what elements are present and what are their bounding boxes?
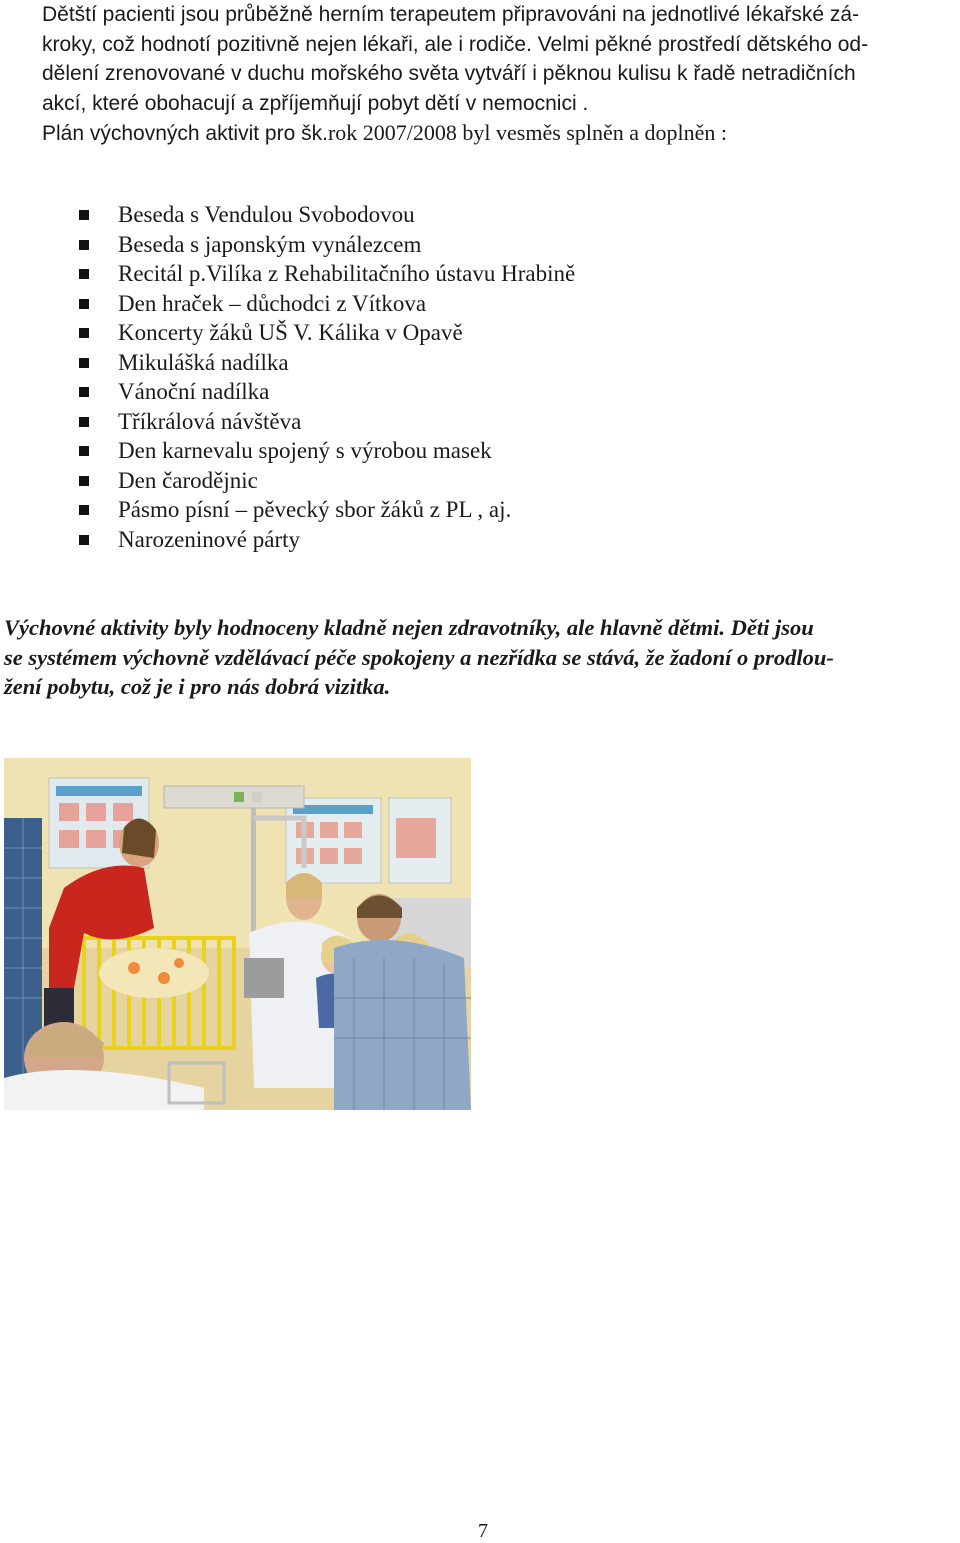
list-item xyxy=(78,318,575,348)
list-item-label: Vánoční nadílka xyxy=(118,379,270,404)
square-bullet-icon xyxy=(79,505,89,515)
list-item-label: Mikulášká nadílka xyxy=(118,349,289,375)
photo-illustration xyxy=(4,758,471,1110)
list-item xyxy=(78,289,575,319)
list-item xyxy=(78,495,575,525)
summary-line-3: žení pobytu, což je i pro nás dobrá vizitka. xyxy=(4,674,391,699)
list-item xyxy=(78,377,575,407)
square-bullet-icon xyxy=(79,476,89,486)
intro-line-4: akcí, které obohacují a zpříjemňují pobyt dětí v nemocnici . xyxy=(42,91,589,115)
list-item-label: Recitál p.Vilíka z Rehabilitačního ústavu Hrabině xyxy=(118,261,576,286)
square-bullet-icon xyxy=(79,269,89,279)
list-item-label: Beseda s japonským vynálezcem xyxy=(118,231,422,257)
summary-line-1: Výchovné aktivity byly hodnoceny kladně nejen zdravotníky, ale hlavně dětmi. Děti jsou xyxy=(4,615,814,640)
list-item-label: Beseda s Vendulou Svobodovou xyxy=(118,202,415,227)
list-item xyxy=(78,466,575,496)
list-item-label: Den hraček – důchodci z Vítkova xyxy=(118,290,427,316)
square-bullet-icon xyxy=(79,535,89,545)
square-bullet-icon xyxy=(79,328,89,338)
summary-line-2: se systémem výchovně vzdělávací péče spokojeny a nezřídka se stává, že žadoní o prodlou- xyxy=(4,644,834,670)
list-item xyxy=(78,230,575,260)
square-bullet-icon xyxy=(79,387,89,397)
summary-paragraph xyxy=(4,613,954,702)
page-number: 7 xyxy=(478,1520,488,1542)
plan-sentence-end: rok 2007/2008 byl vesměs splněn a doplněn : xyxy=(327,120,727,145)
list-item xyxy=(78,525,575,555)
list-item xyxy=(78,348,575,378)
plan-sentence-start: Plán výchovných aktivit pro šk. xyxy=(42,122,328,145)
list-item-label: Den karnevalu spojený s výrobou masek xyxy=(118,438,492,463)
list-item-label: Den čarodějnic xyxy=(118,467,258,493)
intro-paragraph xyxy=(42,0,942,149)
square-bullet-icon xyxy=(79,240,89,250)
hospital-ward-photo xyxy=(4,758,471,1110)
list-item-label: Tříkrálová návštěva xyxy=(118,408,302,434)
square-bullet-icon xyxy=(79,210,89,220)
square-bullet-icon xyxy=(79,446,89,456)
intro-line-2: kroky, což hodnotí pozitivně nejen lékaři, ale i rodiče. Velmi pěkné prostředí dětského od- xyxy=(42,32,869,56)
activities-list xyxy=(78,200,575,554)
list-item xyxy=(78,259,575,289)
list-item-label: Narozeninové párty xyxy=(118,526,301,552)
list-item xyxy=(78,436,575,466)
list-item xyxy=(78,200,575,230)
square-bullet-icon xyxy=(79,358,89,368)
intro-line-1: Dětští pacienti jsou průběžně herním terapeutem připravováni na jednotlivé lékařské zá- xyxy=(42,3,860,26)
intro-line-3: dělení zrenovované v duchu mořského světa vytváří i pěknou kulisu k řadě netradičních xyxy=(42,62,856,85)
list-item-label: Koncerty žáků UŠ V. Kálika v Opavě xyxy=(118,320,463,345)
square-bullet-icon xyxy=(79,299,89,309)
list-item-label: Pásmo písní – pěvecký sbor žáků z PL , aj. xyxy=(118,497,512,522)
square-bullet-icon xyxy=(79,417,89,427)
list-item xyxy=(78,407,575,437)
plan-sentence xyxy=(42,118,942,149)
